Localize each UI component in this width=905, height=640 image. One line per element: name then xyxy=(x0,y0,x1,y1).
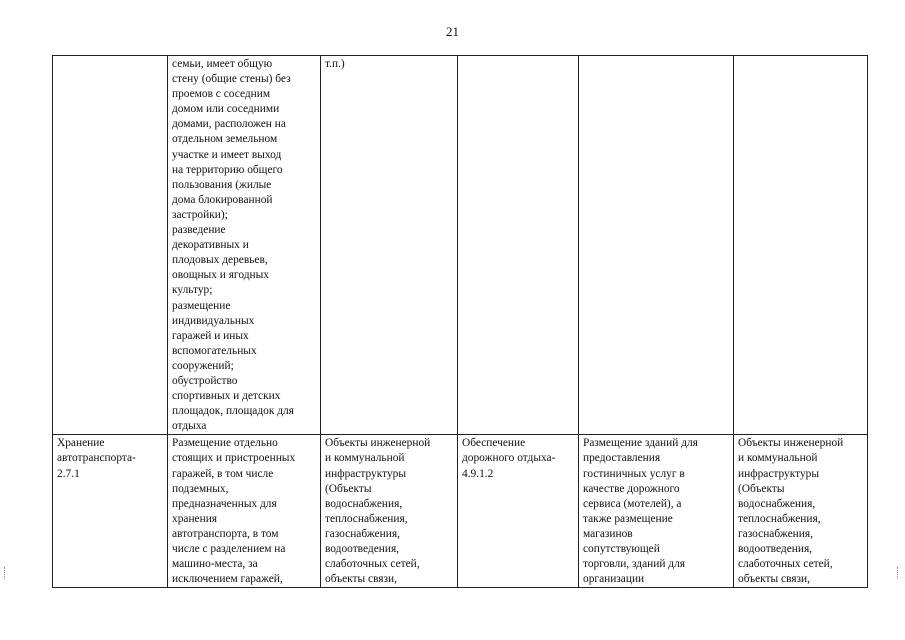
table-cell-permitted-objects: Объекты инженерной и коммунальной инфраструктуры (Объекты водоснабжения, теплоснабжения, газоснабжения, водоотведения, слаботочных сетей, объекты связи, xyxy=(321,435,458,588)
table-cell-conditional-use-name xyxy=(458,56,579,435)
table-cell-conditional-use-description: Размещение зданий для предоставления гостиничных услуг в качестве дорожного сервиса (мотелей), а также размещение магазинов сопутствующей торговли, зданий для организации xyxy=(579,435,734,588)
table-cell-use-description: Размещение отдельно стоящих и пристроенных гаражей, в том числе подземных, предназначенных для хранения автотранспорта, в том числе с разделением на машино-места, за исключением гаражей, xyxy=(168,435,321,588)
table-cell-permitted-objects: т.п.) xyxy=(321,56,458,435)
table-cell-conditional-objects xyxy=(734,56,868,435)
table-cell-use-description: семьи, имеет общую стену (общие стены) без проемов с соседним домом или соседними домами, расположен на отдельном земельном участке и имеет выход на территорию общего пользования (жилые дома блокированной застройки); разведение декоративных и плодовых деревьев, овощных и ягодных культур; размещение индивидуальных гаражей и иных вспомогательных сооружений; обустройство спортивных и детских площадок, площадок для отдыха xyxy=(168,56,321,435)
table-cell-conditional-use-name: Обеспечение дорожного отдыха- 4.9.1.2 xyxy=(458,435,579,588)
table-row xyxy=(53,435,868,588)
scan-edge-mark-left xyxy=(4,567,7,579)
table-cell-conditional-objects: Объекты инженерной и коммунальной инфраструктуры (Объекты водоснабжения, теплоснабжения, газоснабжения, водоотведения, слаботочных сетей, объекты связи, xyxy=(734,435,868,588)
table-cell-use-name: Хранение автотранспорта- 2.7.1 xyxy=(53,435,168,588)
zoning-table xyxy=(52,55,868,588)
page-number: 21 xyxy=(446,24,459,39)
table-cell-conditional-use-description xyxy=(579,56,734,435)
table-row xyxy=(53,56,868,435)
table-cell-use-name xyxy=(53,56,168,435)
scan-edge-mark-right xyxy=(897,567,900,579)
